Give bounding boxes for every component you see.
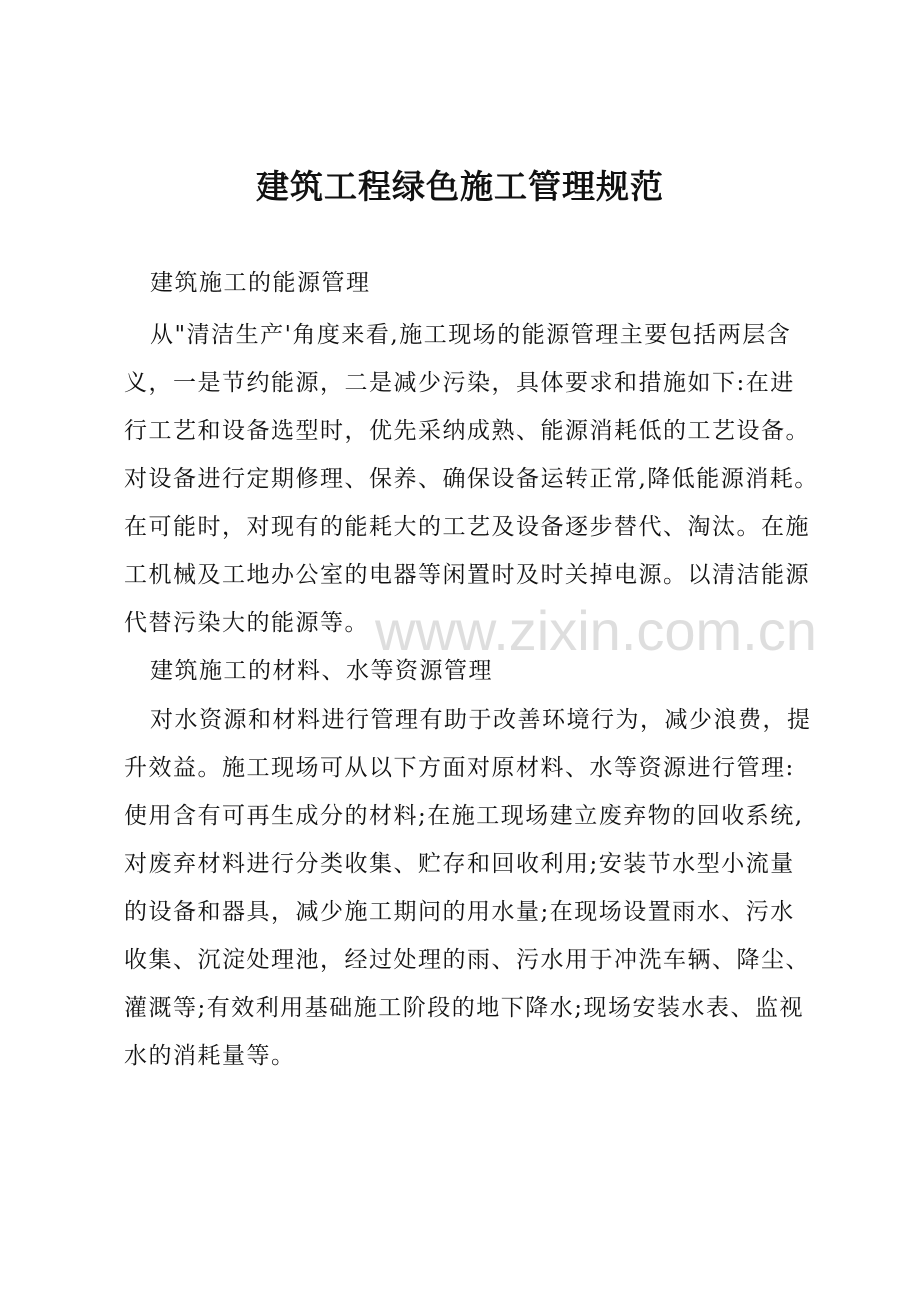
paragraph-line: 从"清洁生产'角度来看,施工现场的能源管理主要包括两层含 — [150, 322, 792, 348]
paragraph-line: 工机械及工地办公室的电器等闲置时及时关掉电源。以清洁能源 — [124, 562, 810, 588]
paragraph-line: 对设备进行定期修理、保养、确保设备运转正常,降低能源消耗。 — [124, 466, 819, 492]
page-title: 建筑工程绿色施工管理规范 — [256, 167, 664, 206]
paragraph-line: 对废弃材料进行分类收集、贮存和回收利用;安装节水型小流量 — [124, 851, 795, 877]
paragraph-line: 义，一是节约能源，二是减少污染，具体要求和措施如下:在进 — [124, 370, 795, 396]
paragraph-line: 收集、沉淀处理池，经过处理的雨、污水用于冲洗车辆、降尘、 — [124, 947, 810, 973]
section-heading-energy: 建筑施工的能源管理 — [150, 270, 371, 296]
paragraph-line: 使用含有可再生成分的材料;在施工现场建立废弃物的回收系统, — [124, 803, 804, 829]
paragraph-line: 代替污染大的能源等。 — [124, 610, 369, 636]
paragraph-line: 升效益。施工现场可从以下方面对原材料、水等资源进行管理: — [124, 755, 795, 781]
paragraph-line: 对水资源和材料进行管理有助于改善环境行为，减少浪费，提 — [150, 707, 812, 733]
watermark: www.zixin.com.cn — [375, 599, 817, 662]
paragraph-line: 的设备和器具，减少施工期问的用水量;在现场设置雨水、污水 — [124, 899, 795, 925]
section-heading-resources: 建筑施工的材料、水等资源管理 — [150, 658, 493, 684]
paragraph-line: 水的消耗量等。 — [124, 1043, 296, 1069]
paragraph-line: 在可能时，对现有的能耗大的工艺及设备逐步替代、淘汰。在施 — [124, 514, 810, 540]
paragraph-line: 灌溉等;有效利用基础施工阶段的地下降水;现场安装水表、监视 — [124, 995, 804, 1021]
paragraph-line: 行工艺和设备选型时，优先采纳成熟、能源消耗低的工艺设备。 — [124, 418, 810, 444]
